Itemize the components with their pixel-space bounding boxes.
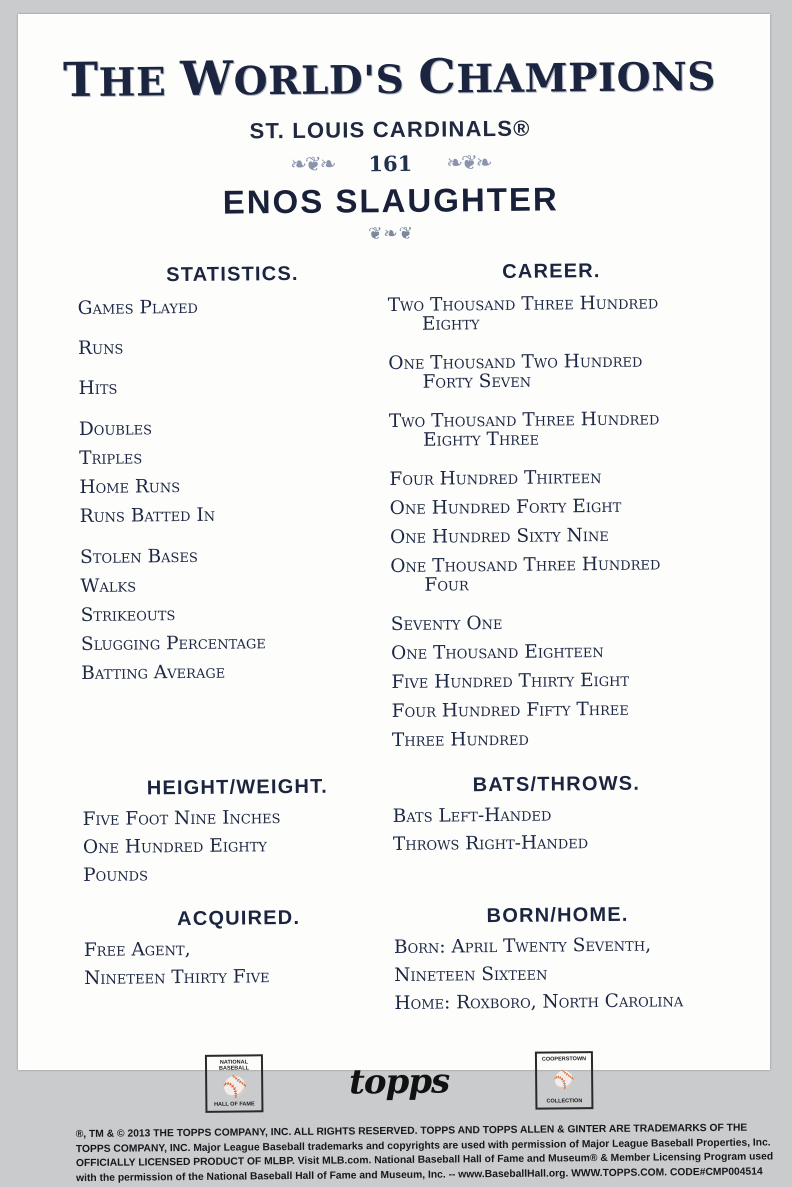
- statistics-table: [78, 294, 720, 764]
- stat-label: Runs Batted In: [79, 504, 216, 528]
- physical-section-headings: [82, 772, 720, 801]
- cooperstown-collection-logo-icon: [535, 1051, 594, 1110]
- born-home-heading: BORN/HOME.: [486, 903, 629, 928]
- stat-value: [389, 410, 717, 471]
- legal-line-4: with the permission of the National Baseball Hall of Fame and Museum, Inc. -- www.BaseballHall.org. WWW.TOPPS.COM. CODE#CMP004514: [76, 1166, 763, 1184]
- origin-section: [84, 903, 723, 1026]
- height-weight-values: [83, 808, 394, 895]
- player-name: ENOS SLAUGHTER: [222, 180, 559, 221]
- stat-value: One Hundred Sixty Nine: [389, 524, 609, 549]
- topps-logo-icon: topps: [348, 1061, 450, 1103]
- divider-ornament-icon: ❦❧❦: [368, 223, 414, 244]
- stat-value-line: One Thousand Two Hundred: [388, 350, 643, 375]
- statistics-labels-column: [78, 297, 393, 764]
- acquired-heading: ACQUIRED.: [177, 906, 301, 931]
- stat-value: [390, 555, 718, 616]
- stat-value: Three Hundred: [391, 728, 529, 752]
- stat-value-line: Two Thousand Three Hundred: [388, 408, 660, 433]
- born-line-2: Nineteen Sixteen: [394, 963, 548, 987]
- stat-value-line-2: Forty Seven: [422, 370, 532, 393]
- hof-logo-top-text: NATIONAL BASEBALL: [218, 1059, 249, 1072]
- born-line: Born: April Twenty Seventh,: [393, 934, 652, 959]
- acquired-line: Nineteen Thirty Five: [84, 966, 270, 989]
- card-number-row: [14, 147, 766, 179]
- stat-label: Strikeouts: [80, 604, 176, 627]
- stat-label: Runs: [78, 337, 124, 360]
- stat-label: Triples: [79, 447, 143, 470]
- height-weight-line: One Hundred Eighty: [82, 835, 268, 858]
- stat-label: Doubles: [78, 418, 153, 441]
- card-content: [15, 258, 774, 1026]
- stat-value: Four Hundred Fifty Three: [391, 698, 629, 723]
- height-weight-line: Pounds: [83, 864, 149, 886]
- hall-of-fame-logo-icon: [205, 1054, 264, 1113]
- stat-value: Five Hundred Thirty Eight: [391, 669, 630, 694]
- physical-section: [82, 772, 721, 895]
- bats-throws-heading: BATS/THROWS.: [472, 772, 641, 797]
- logo-row: [23, 1041, 776, 1122]
- stat-value: Seventy One: [390, 612, 503, 636]
- stat-label: Stolen Bases: [80, 545, 198, 569]
- legal-text: [75, 1122, 774, 1187]
- stat-value-line: One Thousand Three Hundred: [390, 553, 661, 578]
- stat-value: [388, 294, 716, 355]
- card-header: [13, 10, 767, 247]
- cc-logo-top-text: COOPERSTOWN: [541, 1056, 587, 1063]
- physical-section-body: [83, 805, 722, 895]
- stat-label: Walks: [80, 575, 137, 598]
- legal-line-2: TOPPS COMPANY, INC. Major League Baseball trademarks and copyrights are used with permission of Major League Baseball Properties, Inc.: [75, 1137, 771, 1155]
- ornament-left-icon: ❧❦❧: [290, 153, 335, 176]
- card-title: THE WORLD'S CHAMPIONS: [62, 49, 717, 109]
- career-values-column: [388, 294, 720, 761]
- stat-value: One Hundred Forty Eight: [389, 495, 622, 520]
- stat-value: [388, 352, 716, 413]
- baseball-card-back: [18, 14, 774, 1184]
- cc-logo-bottom-text: COLLECTION: [546, 1098, 583, 1105]
- ornament-right-icon: ❧❦❧: [446, 152, 491, 175]
- stat-label: Hits: [78, 377, 118, 400]
- hof-logo-bottom-text: HALL OF FAME: [214, 1101, 255, 1108]
- acquired-line: Free Agent,: [83, 938, 191, 961]
- legal-line-1: ®, TM & © 2013 THE TOPPS COMPANY, INC. ALL RIGHTS RESERVED. TOPPS AND TOPPS ALLEN & GINTER ARE TRADEMARKS OF THE: [75, 1122, 748, 1141]
- stat-label: Batting Average: [81, 661, 226, 685]
- stat-value-line-2: Eighty Three: [422, 428, 540, 451]
- stat-value: One Thousand Eighteen: [391, 640, 604, 665]
- origin-section-body: [84, 936, 723, 1026]
- height-weight-line: Five Foot Nine Inches: [82, 807, 281, 831]
- stat-value: Four Hundred Thirteen: [389, 467, 602, 491]
- statistics-section-headings: [77, 259, 715, 288]
- legal-line-3: OFFICIALLY LICENSED PRODUCT OF MLBP. Visit MLB.com. National Baseball Hall of Fame and Museum® & Member Licensing Program used: [75, 1151, 774, 1170]
- stat-label: Home Runs: [79, 476, 181, 499]
- statistics-heading: STATISTICS.: [166, 262, 299, 287]
- bats-line: Bats Left-Handed: [392, 804, 552, 828]
- acquired-values: [84, 939, 395, 1026]
- cc-logo-mark-icon: ⚾: [553, 1069, 575, 1090]
- born-home-values: [394, 936, 723, 1023]
- stat-value-line-2: Eighty: [421, 312, 480, 335]
- hof-logo-mark-icon: ⚾: [222, 1074, 246, 1099]
- stat-label: Slugging Percentage: [80, 632, 266, 656]
- team-name: ST. LOUIS CARDINALS®: [249, 115, 531, 144]
- height-weight-heading: HEIGHT/WEIGHT.: [146, 775, 329, 800]
- throws-line: Throws Right-Handed: [392, 832, 589, 856]
- bats-throws-values: [393, 805, 722, 892]
- stat-value-line: Two Thousand Three Hundred: [387, 292, 659, 317]
- stat-label: Games Played: [77, 296, 199, 320]
- card-number: 161: [368, 150, 413, 177]
- stat-value-line-2: Four: [424, 573, 469, 596]
- career-heading: CAREER.: [502, 260, 601, 283]
- origin-section-headings: [84, 903, 722, 932]
- home-line: Home: Roxboro, North Carolina: [394, 990, 684, 1015]
